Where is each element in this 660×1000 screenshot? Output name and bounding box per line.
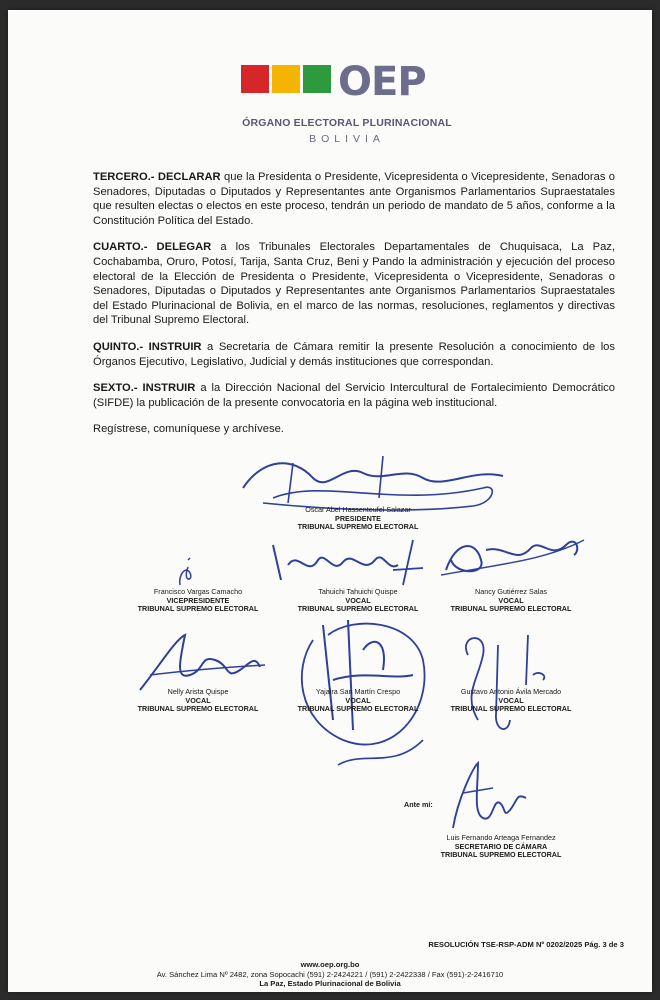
paragraph-tercero xyxy=(93,170,615,228)
logo-acronym: OEP xyxy=(338,59,426,105)
document-page xyxy=(8,10,652,992)
ante-mi-label: Ante mí: xyxy=(404,800,433,809)
paragraph-text: a los Tribunales Electorales Departamentales de Chuquisaca, La Paz, Cochabamba, Oruro, Potosí, Tarija, Santa Cruz, Beni y Pando la administración y ejecución del proceso electoral de la Elección de Presidenta o Presidente, Vicepresidenta o Vicepresidente, Senadoras o Senadores, Diputadas o Diputados y Representantes ante Organismos Parlamentarios Supraestatales del Estado Plurinacional de Bolivia, en el marco de las normas, resoluciones, reglamentos y directivas del Tribunal Supremo Electoral. xyxy=(93,241,615,327)
paragraph-lead: SEXTO.- INSTRUIR xyxy=(93,382,196,395)
signatory-role: VOCAL xyxy=(185,695,211,705)
signatory-name: Francisco Vargas Camacho xyxy=(153,587,243,596)
signatory-name: Nancy Gutiérrez Salas xyxy=(475,587,547,596)
paragraph-lead: QUINTO.- INSTRUIR xyxy=(93,340,202,353)
signatory-body: TRIBUNAL SUPREMO ELECTORAL xyxy=(137,604,259,614)
signatory-body: TRIBUNAL SUPREMO ELECTORAL xyxy=(297,704,419,714)
paragraph-quinto xyxy=(93,340,615,369)
footer-address-block xyxy=(8,960,652,989)
signatory-name: Yajaira San Martín Crespo xyxy=(315,687,401,696)
signatory-name: Luis Fernando Arteaga Fernandez xyxy=(446,833,556,842)
signatory-vocal2 xyxy=(416,588,606,614)
paragraph-cuarto xyxy=(93,240,615,328)
signatory-role: VOCAL xyxy=(498,595,524,605)
signatory-secretary xyxy=(406,834,596,860)
signatory-name: Gustavo Antonio Ávila Mercado xyxy=(460,687,562,696)
paragraph-sexto xyxy=(93,381,615,410)
logo-org-name: ÓRGANO ELECTORAL PLURINACIONAL xyxy=(242,117,452,129)
signatory-role: PRESIDENTE xyxy=(335,513,381,523)
signatory-name: Oscar Abel Hassenteufel Salazar xyxy=(305,505,411,514)
signatory-vocal5 xyxy=(416,688,606,714)
signatory-name: Tahuichi Tahuichi Quispe xyxy=(318,587,398,596)
signatory-body: TRIBUNAL SUPREMO ELECTORAL xyxy=(137,704,259,714)
paragraph-text: a la Dirección Nacional del Servicio Intercultural de Fortalecimiento Democrático (SIFDE) la publicación de la presente convocatoria en la página web institucional. xyxy=(93,382,615,409)
signature-vocal5 xyxy=(448,625,558,745)
signatory-body: TRIBUNAL SUPREMO ELECTORAL xyxy=(440,850,562,860)
footer-website: www.oep.org.bo xyxy=(300,960,360,969)
logo-green-square xyxy=(303,65,331,93)
oep-logo xyxy=(233,59,473,155)
signature-vice xyxy=(168,555,208,590)
signature-vocal1 xyxy=(263,530,433,590)
logo-yellow-square xyxy=(272,65,300,93)
signatory-body: TRIBUNAL SUPREMO ELECTORAL xyxy=(450,604,572,614)
signatory-body: TRIBUNAL SUPREMO ELECTORAL xyxy=(297,522,419,532)
paragraph-text: a Secretaria de Cámara remitir la presente Resolución a conocimiento de los Órganos Ejecutivo, Legislativo, Judicial y demás instituciones que correspondan. xyxy=(93,340,615,368)
paragraph-text: que la Presidenta o Presidente, Vicepresidenta o Vicepresidente, Senadoras o Senadores, Diputadas o Diputados y Representantes ante Organismos Parlamentarios Supraestatales que resulten electas o electos en este proceso, tendrán un periodo de mandato de 5 años, conforme a la Constitución Política del Estado. xyxy=(93,171,615,227)
signatory-role: VICEPRESIDENTE xyxy=(166,595,230,605)
signature-secretary xyxy=(438,758,538,838)
resolution-body xyxy=(93,170,615,449)
footer-city: La Paz, Estado Plurinacional de Bolivia xyxy=(259,979,401,989)
paragraph-lead: CUARTO.- DELEGAR xyxy=(93,241,212,254)
resolution-reference: RESOLUCIÓN TSE-RSP-ADM Nº 0202/2025 Pág. 3 de 3 xyxy=(428,940,624,949)
signature-vocal2 xyxy=(436,520,586,580)
signatory-role: VOCAL xyxy=(498,695,524,705)
signatory-body: TRIBUNAL SUPREMO ELECTORAL xyxy=(297,604,419,614)
signatory-role: VOCAL xyxy=(345,695,371,705)
signatory-president xyxy=(263,506,453,532)
closing-line: Regístrese, comuníquese y archívese. xyxy=(93,423,284,436)
logo-red-square xyxy=(241,65,269,93)
footer-address: Av. Sánchez Lima Nº 2482, zona Sopocachi (591) 2-2424221 / (591) 2-2422338 / Fax (591)-2-2416710 xyxy=(156,969,504,979)
paragraph-lead: TERCERO.- DECLARAR xyxy=(93,171,221,183)
signatory-name: Nelly Arista Quispe xyxy=(167,687,229,696)
signatory-role: VOCAL xyxy=(345,595,371,605)
signatory-body: TRIBUNAL SUPREMO ELECTORAL xyxy=(450,704,572,714)
logo-country: BOLIVIA xyxy=(309,133,385,145)
signatory-role: SECRETARIO DE CÁMARA xyxy=(454,841,548,851)
